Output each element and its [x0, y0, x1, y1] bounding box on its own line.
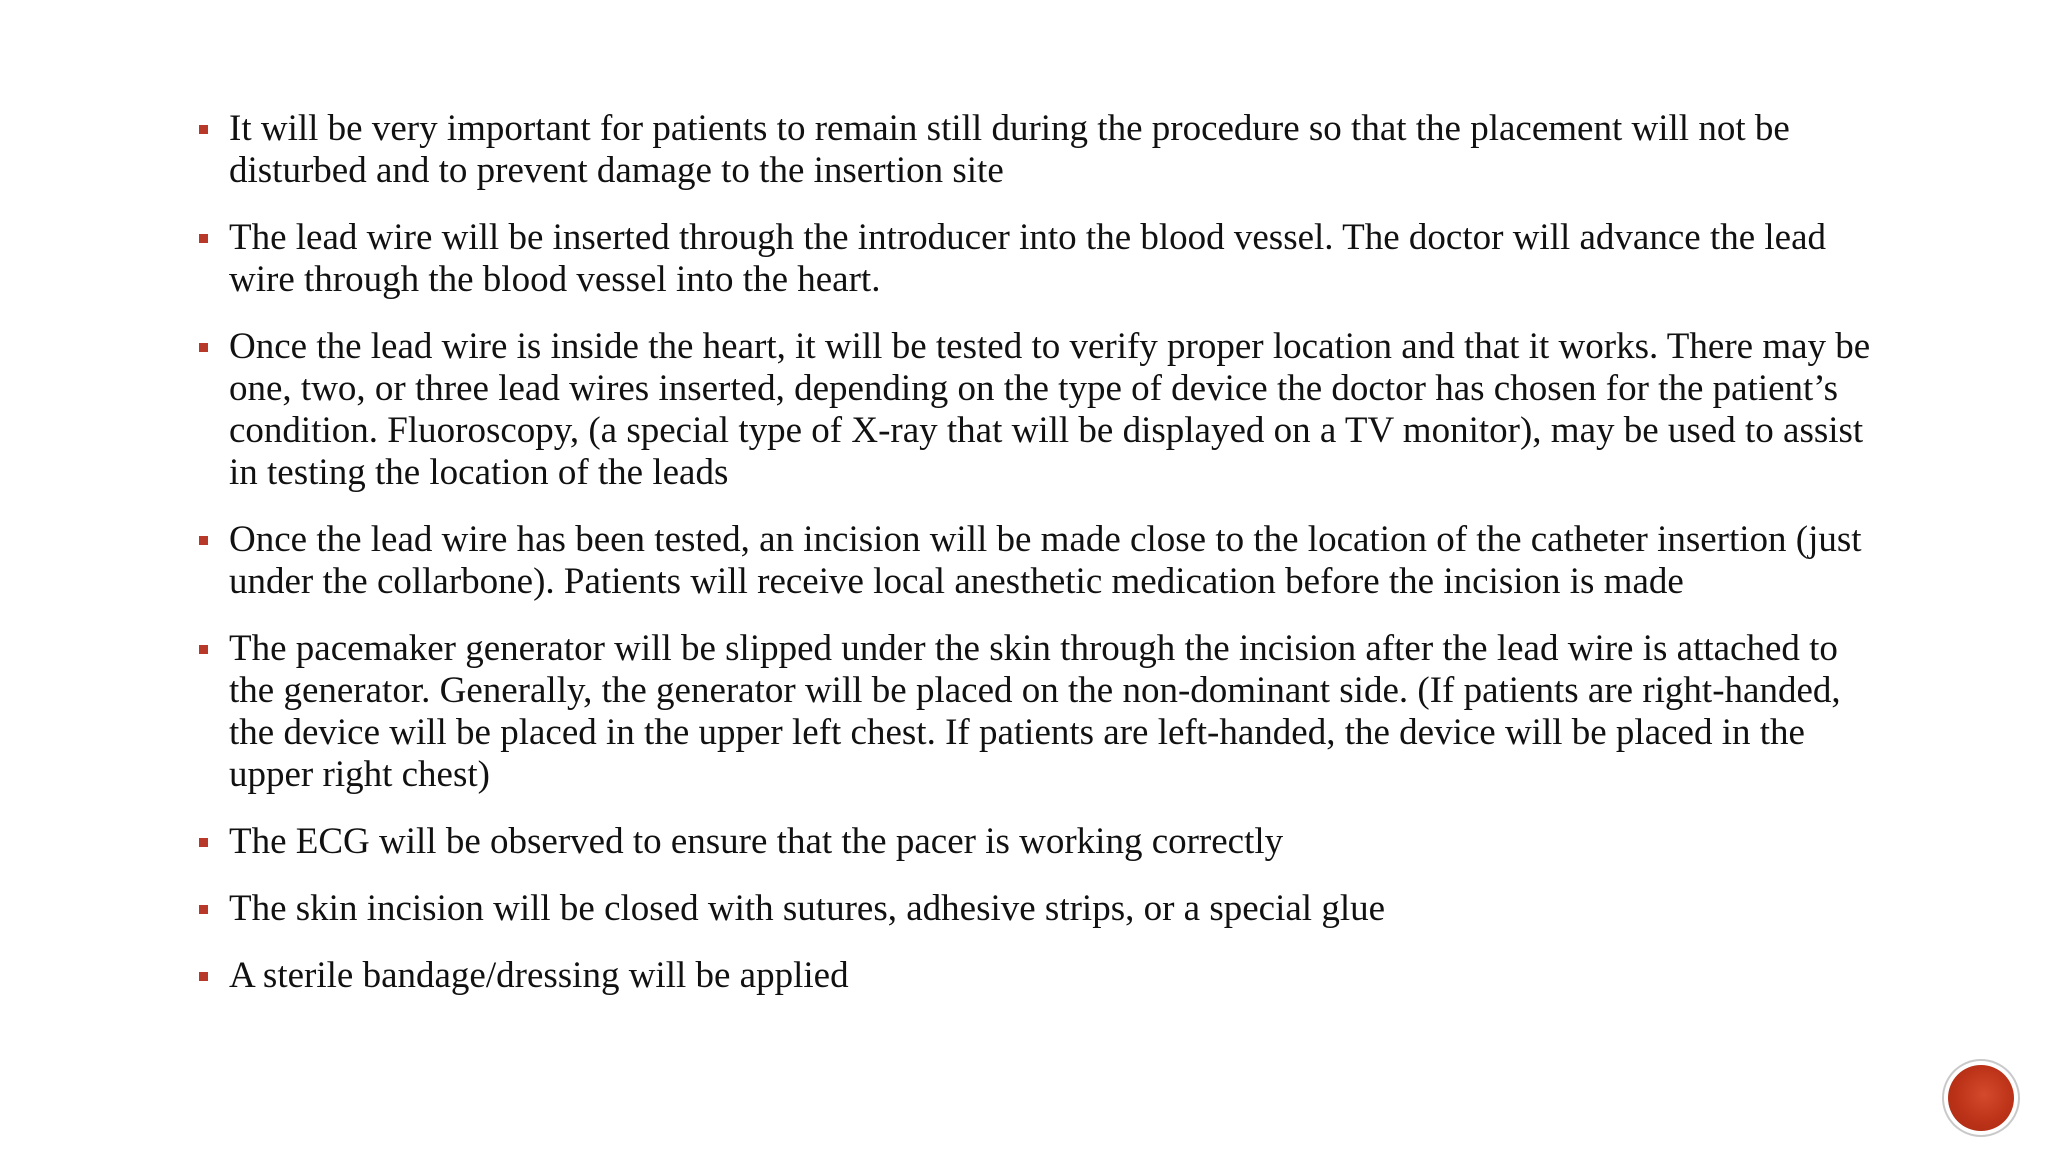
bullet-text: A sterile bandage/dressing will be applied	[229, 955, 849, 996]
bullet-text: The lead wire will be inserted through the introducer into the blood vessel. The doctor will advance the lead wire through the blood vessel into the heart.	[229, 217, 1827, 300]
bullet-text: It will be very important for patients to remain still during the procedure so that the placement will not be disturbed and to prevent damage to the insertion site	[229, 108, 1790, 191]
square-bullet-icon	[199, 536, 208, 545]
slide-nav-button[interactable]	[1944, 1061, 2018, 1135]
bullet-text: The pacemaker generator will be slipped under the skin through the incision after the lead wire is attached to the generator. Generally, the generator will be placed on the non-dominant side. (If patients are right-handed, the device will be placed in the upper left chest. If patients are left-handed, the device will be placed in the upper right chest)	[229, 628, 1841, 795]
square-bullet-icon	[199, 972, 208, 981]
bullet-item	[197, 821, 1887, 863]
bullet-text: The skin incision will be closed with sutures, adhesive strips, or a special glue	[229, 888, 1386, 929]
bullet-item	[197, 108, 1887, 192]
square-bullet-icon	[199, 234, 208, 243]
square-bullet-icon	[199, 905, 208, 914]
bullet-item	[197, 217, 1887, 301]
bullet-text: Once the lead wire has been tested, an incision will be made close to the location of the catheter insertion (just under the collarbone). Patients will receive local anesthetic medication before the incision is made	[229, 519, 1862, 602]
bullet-item	[197, 519, 1887, 603]
bullet-item	[197, 628, 1887, 796]
bullet-item	[197, 955, 1887, 997]
square-bullet-icon	[199, 645, 208, 654]
bullet-item	[197, 326, 1887, 494]
bullet-text: Once the lead wire is inside the heart, it will be tested to verify proper location and that it works. There may be one, two, or three lead wires inserted, depending on the type of device the doctor has chosen for the patient’s condition. Fluoroscopy, (a special type of X-ray that will be displayed on a TV monitor), may be used to assist in testing the location of the leads	[229, 326, 1871, 493]
circle-nav-icon	[1948, 1065, 2014, 1131]
bullet-item	[197, 888, 1887, 930]
square-bullet-icon	[199, 343, 208, 352]
bullet-text: The ECG will be observed to ensure that the pacer is working correctly	[229, 821, 1284, 862]
bullet-list	[197, 108, 1887, 1022]
square-bullet-icon	[199, 838, 208, 847]
square-bullet-icon	[199, 125, 208, 134]
